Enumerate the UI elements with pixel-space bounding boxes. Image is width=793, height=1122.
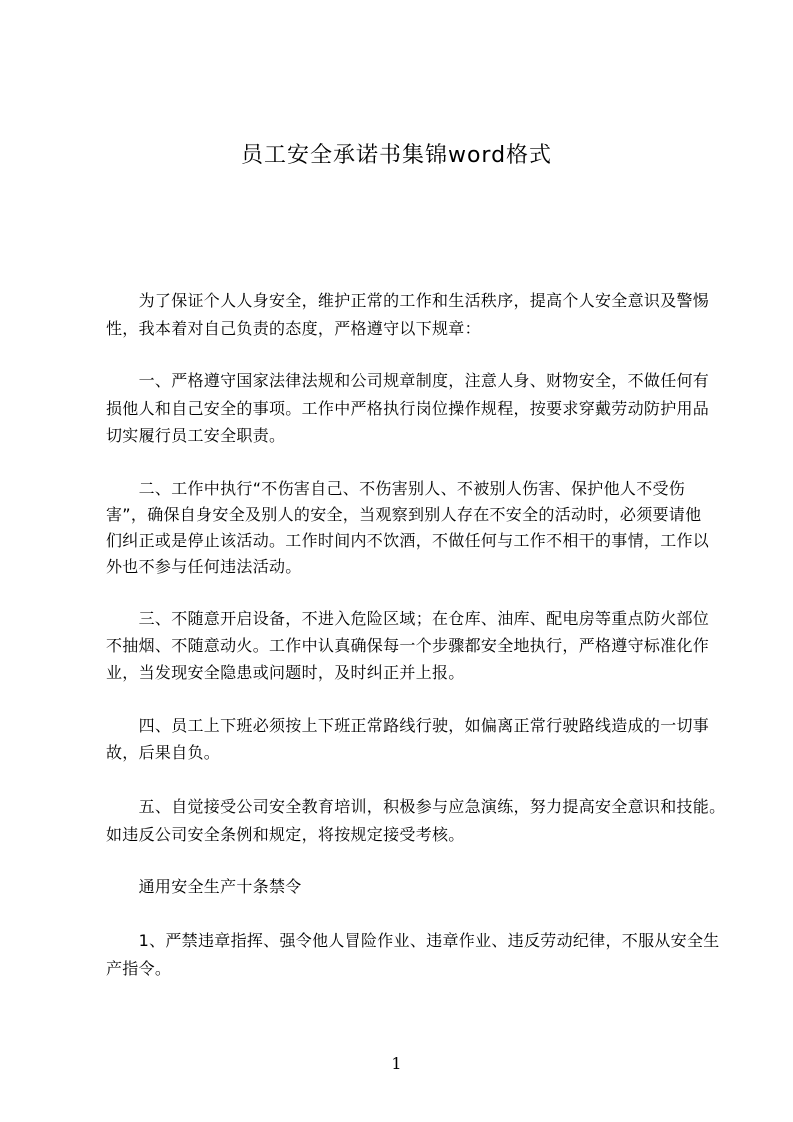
clause-3-line-3: 业，当发现安全隐患或问题时，及时纠正并上报。: [106, 663, 465, 682]
clause-1-line-2: 损他人和自己安全的事项。工作中严格执行岗位操作规程，按要求穿戴劳动防护用品: [106, 399, 710, 418]
clause-5-line-1: 五、自觉接受公司安全教育培训，积极参与应急演练，努力提高安全意识和技能。: [106, 797, 726, 816]
clause-2-line-4: 外也不参与任何违法活动。: [106, 557, 302, 576]
clause-3-line-1: 三、不随意开启设备，不进入危险区域；在仓库、油库、配电房等重点防火部位: [106, 609, 710, 628]
clause-5-line-2: 如违反公司安全条例和规定，将按规定接受考核。: [106, 825, 465, 844]
clause-1-line-3: 切实履行员工安全职责。: [106, 426, 286, 445]
clause-4-line-1: 四、员工上下班必须按上下班正常路线行驶，如偏离正常行驶路线造成的一切事: [106, 716, 710, 735]
clause-2-line-3: 们纠正或是停止该活动。工作时间内不饮酒，不做任何与工作不相干的事情，工作以: [106, 531, 710, 550]
rule-1-line-2: 产指令。: [106, 959, 172, 978]
clause-1-line-1: 一、严格遵守国家法律法规和公司规章制度，注意人身、财物安全，不做任何有: [106, 371, 710, 390]
rule-1-line-1: 1、严禁违章指挥、强令他人冒险作业、违章作业、违反劳动纪律，不服从安全生: [106, 931, 720, 950]
clause-2-line-1: 二、工作中执行“不伤害自己、不伤害别人、不被别人伤害、保护他人不受伤: [106, 479, 686, 498]
clause-2-line-2: 害”，确保自身安全及别人的安全，当观察到别人存在不安全的活动时，必须要请他: [106, 505, 702, 524]
document-title: 员工安全承诺书集锦word格式: [240, 143, 553, 168]
clause-3-line-2: 不抽烟、不随意动火。工作中认真确保每一个步骤都安全地执行，严格遵守标准化作: [106, 636, 710, 655]
paragraph-intro-line-2: 性，我本着对自己负责的态度，严格遵守以下规章：: [106, 319, 481, 338]
section-heading: 通用安全生产十条禁令: [106, 877, 302, 896]
paragraph-intro-line-1: 为了保证个人人身安全，维护正常的工作和生活秩序，提高个人安全意识及警惕: [106, 291, 710, 310]
page-number: 1: [391, 1054, 402, 1073]
clause-4-line-2: 故，后果自负。: [106, 743, 221, 762]
